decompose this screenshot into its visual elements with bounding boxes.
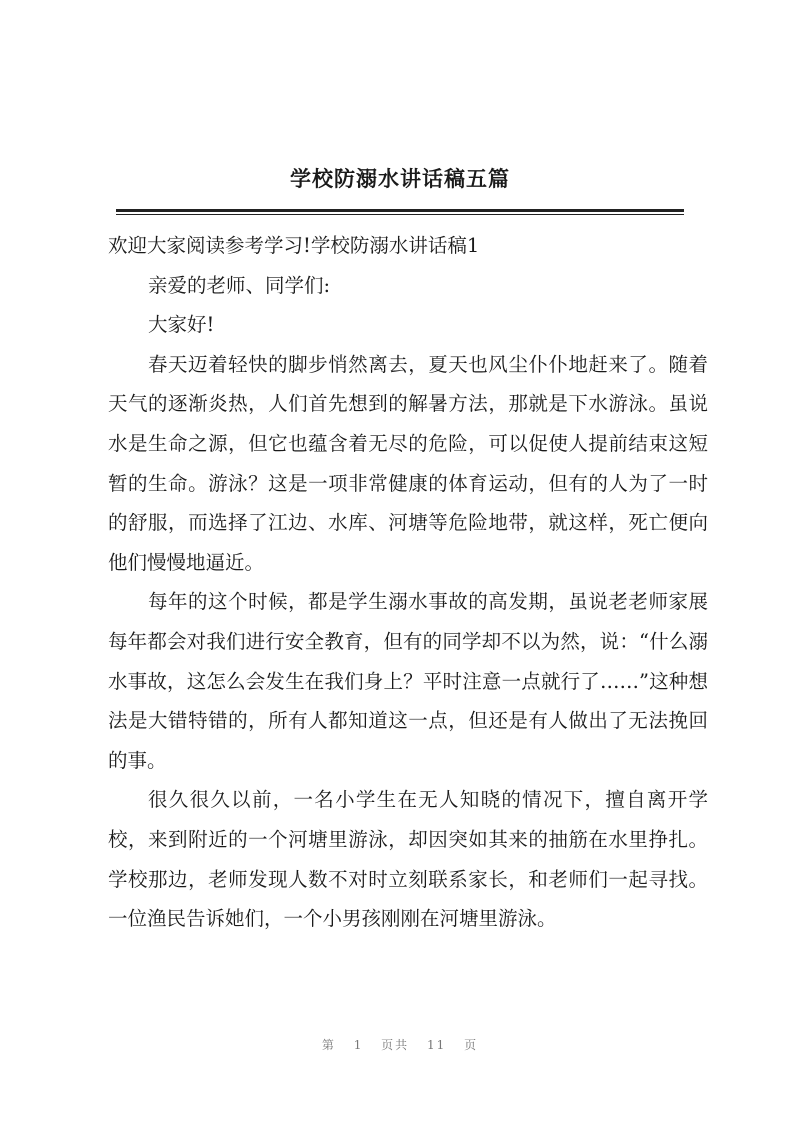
footer-total-pages: 11: [427, 1038, 447, 1052]
body-paragraph: 每年的这个时候，都是学生溺水事故的高发期，虽说老老师家展每年都会对我们进行安全教育，但有的同学却不以为然，说：“什么溺水事故，这怎么会发生在我们身上？平时注意一点就行了……”这种想法是大错特错的，所有人都知道这一点，但还是有人做出了无法挽回的事。: [108, 590, 708, 772]
footer-prefix: 第: [321, 1038, 336, 1052]
footer-page-number: 1: [353, 1038, 364, 1052]
title-divider: [116, 209, 684, 215]
body-paragraph: 很久很久以前，一名小学生在无人知晓的情况下，擅自离开学校，来到附近的一个河塘里游泳，却因突如其来的抽筋在水里挣扎。学校那边，老师发现人数不对时立刻联系家长，和老师们一起寻找。一位渔民告诉她们，一个小男孩刚刚在河塘里游泳。: [108, 788, 708, 931]
document-title: 学校防溺水讲话稿五篇: [290, 166, 510, 191]
footer-suffix: 页: [464, 1038, 479, 1052]
salutation: 亲爱的老师、同学们:: [148, 273, 331, 297]
document-body: [108, 226, 708, 939]
page-footer: [0, 1036, 800, 1053]
body-paragraph: 春天迈着轻快的脚步悄然离去，夏天也风尘仆仆地赶来了。随着天气的逐渐炎热，人们首先想到的解暑方法，那就是下水游泳。虽说水是生命之源，但它也蕴含着无尽的危险，可以促使人提前结束这短暂的生命。游泳？这是一项非常健康的体育运动，但有的人为了一时的舒服，而选择了江边、水库、河塘等危险地带，就这样，死亡便向他们慢慢地逼近。: [108, 352, 708, 574]
intro-line: 欢迎大家阅读参考学习!学校防溺水讲话稿1: [108, 234, 480, 257]
footer-middle: 页共: [381, 1038, 410, 1052]
greeting: 大家好!: [148, 313, 215, 337]
